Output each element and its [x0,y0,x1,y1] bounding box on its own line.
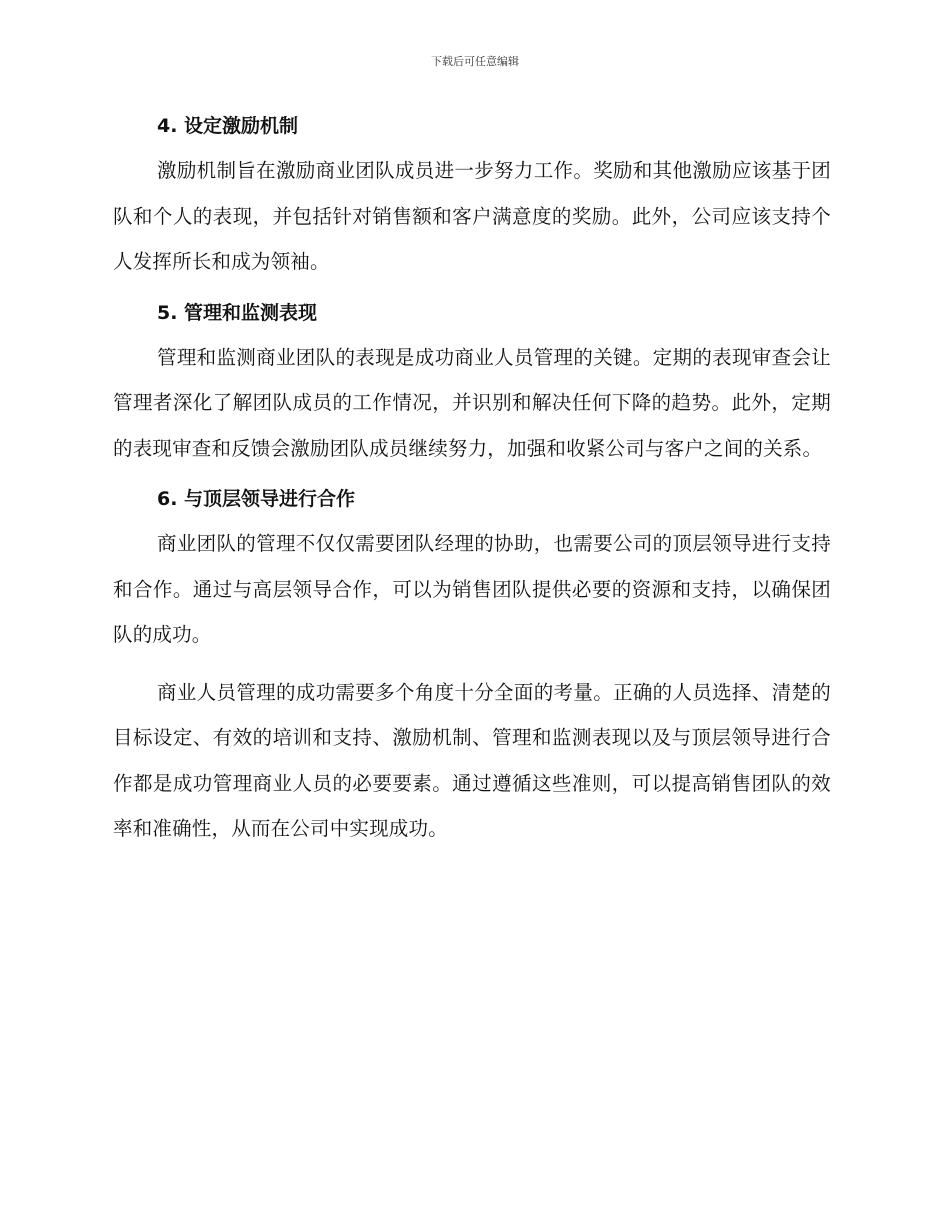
section-heading-6: 6. 与顶层领导进行合作 [157,488,356,510]
section-paragraph-4: 激励机制旨在激励商业团队成员进一步努力工作。奖励和其他激励应该基于团队和个人的表现，并包括针对销售额和客户满意度的奖励。此外，公司应该支持个人发挥所长和成为领袖。 [113,159,831,273]
page-header: 下载后可任意编辑 [431,55,519,68]
section-paragraph-6: 商业团队的管理不仅仅需要团队经理的协助，也需要公司的顶层领导进行支持和合作。通过与高层领导合作，可以为销售团队提供必要的资源和支持，以确保团队的成功。 [113,532,831,646]
conclusion-paragraph: 商业人员管理的成功需要多个角度十分全面的考量。正确的人员选择、清楚的目标设定、有效的培训和支持、激励机制、管理和监测表现以及与顶层领导进行合作都是成功管理商业人员的必要要素。通过遵循这些准则，可以提高销售团队的效率和准确性，从而在公司中实现成功。 [113,680,831,840]
section-heading-5: 5. 管理和监测表现 [157,301,318,324]
spacer [113,471,831,483]
section-heading-4: 4. 设定激励机制 [157,115,299,137]
section-paragraph-5: 管理和监测商业团队的表现是成功商业人员管理的关键。定期的表现审查会让管理者深化了解团队成员的工作情况，并识别和解决任何下降的趋势。此外，定期的表现审查和反馈会激励团队成员继续努力，加强和收紧公司与客户之间的关系。 [113,345,831,460]
spacer [113,285,831,297]
spacer [113,658,831,670]
document-body [113,110,831,852]
